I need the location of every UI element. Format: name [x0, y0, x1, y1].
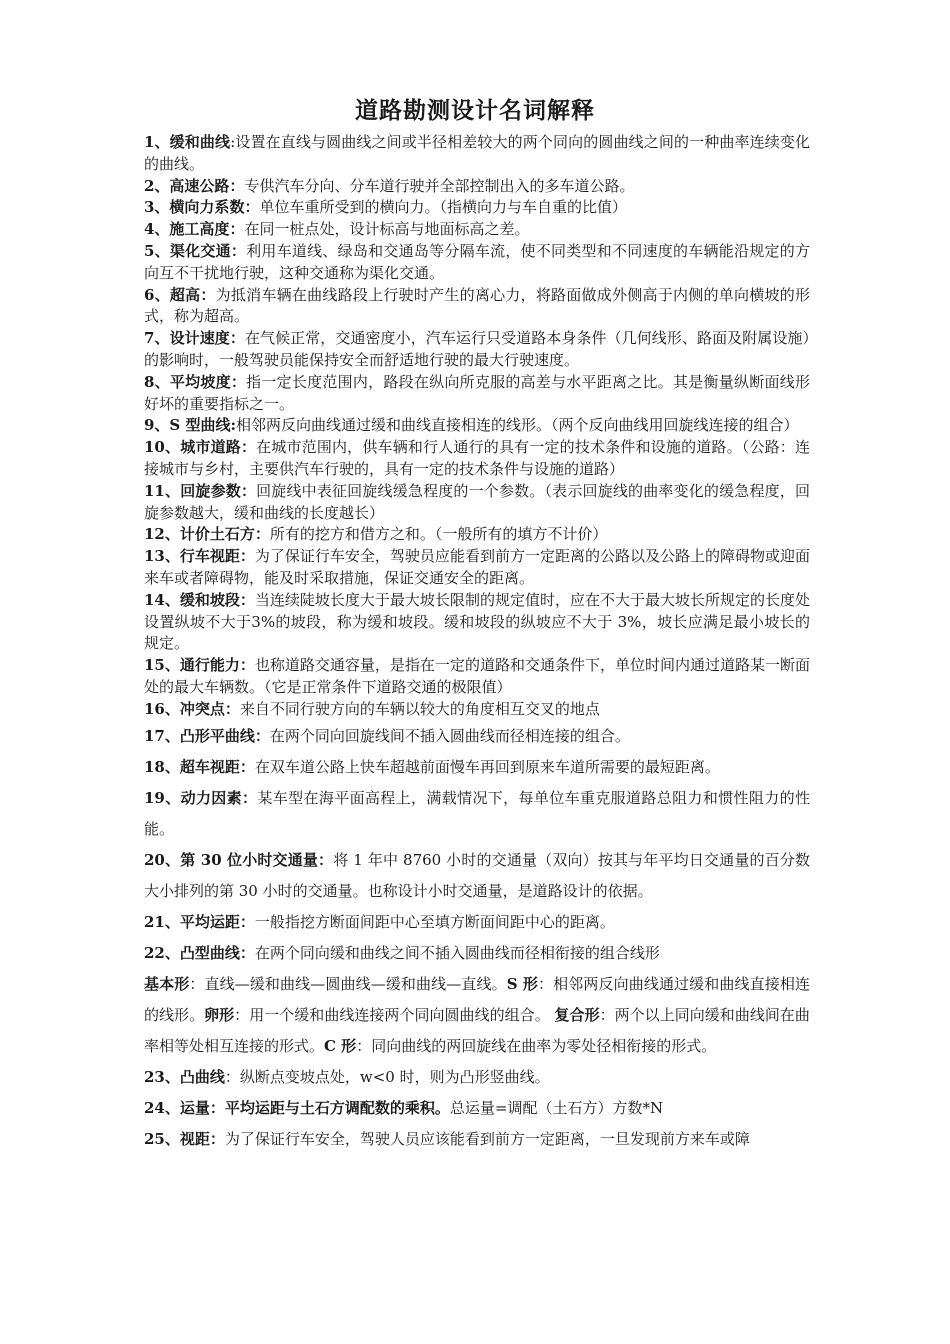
definition: 在两个同向回旋线间不插入圆曲线而径相连接的组合。 [269, 726, 630, 745]
list-item: 3、横向力系数：单位车重所受到的横向力。（指横向力与车自重的比值） [144, 198, 627, 217]
term: 15、通行能力 [144, 656, 240, 675]
list-item: 16、冲突点：来自不同行驶方向的车辆以较大的角度相互交叉的地点 [144, 699, 600, 718]
list-item: 13、行车视距：为了保证行车安全，驾驶员应能看到前方一定距离的公路以及公路上的障碍物或迎面来车或者障碍物，能及时采取措施，保证交通安全的距离。 [144, 547, 810, 587]
term: 12、计价土石方 [144, 525, 255, 544]
term: 4、施工高度 [144, 220, 230, 239]
term: 7、设计速度 [144, 329, 230, 348]
term: 21、平均运距 [144, 912, 240, 931]
term: 6、超高 [144, 285, 201, 304]
definition: 为了保证行车安全，驾驶人员应该能看到前方一定距离，一旦发现前方来车或障 [224, 1129, 750, 1148]
list-item: 10、城市道路：在城市范围内，供车辆和行人通行的具有一定的技术条件和设施的道路。（公路：连接城市与乡村，主要供汽车行驶的，具有一定的技术条件与设施的道路） [144, 438, 810, 478]
definition: 所有的挖方和借方之和。（一般所有的填方不计价） [269, 525, 608, 544]
list-item: 21、平均运距：一般指挖方断面间距中心至填方断面间距中心的距离。 [144, 912, 615, 931]
definition: 设置在直线与圆曲线之间或半径相差较大的两个同向的圆曲线之间的一种曲率连续变化的曲线。 [144, 133, 810, 173]
list-item: 15、通行能力：也称道路交通容量，是指在一定的道路和交通条件下，单位时间内通过道路某一断面处的最大车辆数。（它是正常条件下道路交通的极限值） [144, 656, 810, 696]
list-item: 14、缓和坡段：当连续陡坡长度大于最大坡长限制的规定值时，应在不大于最大坡长所规定的长度处设置纵坡不大于3%的坡段，称为缓和坡段。缓和坡段的纵坡应不大于 3%，坡长应满足最小坡长的规定。 [144, 590, 810, 653]
term: 23、凸曲线 [144, 1067, 225, 1086]
list-item: 20、第 30 位小时交通量：将 1 年中 8760 小时的交通量（双向）按其与年平均日交通量的百分数大小排列的第 30 小时的交通量。也称设计小时交通量，是道路设计的依据。 [144, 850, 810, 900]
definition: 利用车道线、绿岛和交通岛等分隔车流，使不同类型和不同速度的车辆能沿规定的方向互不干扰地行驶，这种交通称为渠化交通。 [144, 241, 810, 282]
term: 14、缓和坡段 [144, 590, 240, 609]
curve-shapes-paragraph: 基本形：直线—缓和曲线—圆曲线—缓和曲线—直线。S 形：相邻两反向曲线通过缓和曲线直接相连的线形。卵形：用一个缓和曲线连接两个同向圆曲线的组合。 复合形：两个以上同向缓和曲线间在曲率相等处相互连接的形式。C 形：同向曲线的两回旋线在曲率为零处径相衔接的形式。 [144, 974, 810, 1055]
page-title: 道路勘测设计名词解释 [355, 97, 595, 124]
definition: ：纵断点变坡点处，w<0 时，则为凸形竖曲线。 [224, 1067, 550, 1086]
list-item: 11、回旋参数：回旋线中表征回旋线缓急程度的一个参数。（表示回旋线的曲率变化的缓急程度，回旋参数越大，缓和曲线的长度越长） [144, 481, 810, 522]
definition: 总运量=调配（土石方）方数*N [449, 1098, 664, 1117]
list-item: 1、缓和曲线:设置在直线与圆曲线之间或半径相差较大的两个同向的圆曲线之间的一种曲率连续变化的曲线。 [144, 133, 810, 173]
list-item: 4、施工高度：在同一桩点处，设计标高与地面标高之差。 [144, 220, 530, 239]
list-item: 5、渠化交通：利用车道线、绿岛和交通岛等分隔车流，使不同类型和不同速度的车辆能沿规定的方向互不干扰地行驶，这种交通称为渠化交通。 [144, 241, 810, 282]
definition: 为抵消车辆在曲线路段上行驶时产生的离心力，将路面做成外侧高于内侧的单向横坡的形式，称为超高。 [144, 285, 810, 326]
term: 10、城市道路 [144, 438, 241, 457]
term: 9、S 型曲线 [144, 416, 231, 435]
term: 24、运量 [144, 1098, 210, 1117]
term: 1、缓和曲线 [144, 133, 231, 151]
term: 18、超车视距 [144, 757, 240, 776]
term: 19、动力因素 [144, 788, 243, 807]
definition: 单位车重所受到的横向力。（指横向力与车自重的比值） [259, 198, 627, 217]
term: 11、回旋参数 [144, 481, 241, 500]
term: 3、横向力系数 [144, 198, 245, 217]
list-item: 22、凸型曲线：在两个同向缓和曲线之间不插入圆曲线而径相衔接的组合线形 [144, 943, 660, 962]
definition: 某车型在海平面高程上，满载情况下，每单位车重克服道路总阻力和惯性阻力的性能。 [144, 788, 810, 838]
definition: 指一定长度范围内，路段在纵向所克服的高差与水平距离之比。其是衡量纵断面线形好坏的重要指标之一。 [144, 372, 810, 413]
list-item: 7、设计速度：在气候正常，交通密度小，汽车运行只受道路本身条件（几何线形、路面及附属设施）的影响时，一般驾驶员能保持安全而舒适地行驶的最大行驶速度。 [144, 329, 810, 369]
list-item: 12、计价土石方：所有的挖方和借方之和。（一般所有的填方不计价） [144, 525, 608, 544]
list-item: 24、运量：平均运距与土石方调配数的乘积。总运量=调配（土石方）方数*N [144, 1098, 664, 1117]
term: 22、凸型曲线 [144, 943, 240, 962]
term: 8、平均坡度 [144, 372, 231, 391]
definition: 来自不同行驶方向的车辆以较大的角度相互交叉的地点 [239, 699, 600, 718]
definition: 将 1 年中 8760 小时的交通量（双向）按其与年平均日交通量的百分数大小排列的第 30 小时的交通量。也称设计小时交通量，是道路设计的依据。 [144, 850, 810, 900]
definition: 专供汽车分向、分车道行驶并全部控制出入的多车道公路。 [244, 176, 635, 195]
list-item [144, 1062, 810, 1093]
definition: 在气候正常，交通密度小，汽车运行只受道路本身条件（几何线形、路面及附属设施）的影响时，一般驾驶员能保持安全而舒适地行驶的最大行驶速度。 [144, 329, 810, 369]
definition: 也称道路交通容量，是指在一定的道路和交通条件下，单位时间内通过道路某一断面处的最大车辆数。（它是正常条件下道路交通的极限值） [144, 656, 810, 696]
definition: 在城市范围内，供车辆和行人通行的具有一定的技术条件和设施的道路。（公路：连接城市与乡村，主要供汽车行驶的，具有一定的技术条件与设施的道路） [144, 438, 810, 478]
definition: 在双车道公路上快车超越前面慢车再回到原来车道所需要的最短距离。 [254, 757, 720, 776]
list-item: 9、S 型曲线:相邻两反向曲线通过缓和曲线直接相连的线形。（两个反向曲线用回旋线连接的组合） [144, 416, 799, 435]
glossary-list [144, 132, 810, 1155]
definition: 回旋线中表征回旋线缓急程度的一个参数。（表示回旋线的曲率变化的缓急程度，回旋参数越大，缓和曲线的长度越长） [144, 481, 810, 522]
term: 20、第 30 位小时交通量 [144, 850, 319, 869]
term: 16、冲突点 [144, 699, 225, 718]
term: 13、行车视距 [144, 547, 240, 566]
definition: 在两个同向缓和曲线之间不插入圆曲线而径相衔接的组合线形 [254, 943, 660, 962]
definition: 当连续陡坡长度大于最大坡长限制的规定值时，应在不大于最大坡长所规定的长度处设置纵坡不大于3%的坡段，称为缓和坡段。缓和坡段的纵坡应不大于 3%，坡长应满足最小坡长的规定。 [144, 590, 810, 653]
list-item: 6、超高：为抵消车辆在曲线路段上行驶时产生的离心力，将路面做成外侧高于内侧的单向横坡的形式，称为超高。 [144, 285, 810, 326]
definition: 为了保证行车安全，驾驶员应能看到前方一定距离的公路以及公路上的障碍物或迎面来车或者障碍物，能及时采取措施，保证交通安全的距离。 [144, 547, 810, 587]
term: 5、渠化交通 [144, 241, 231, 260]
list-item: 2、高速公路：专供汽车分向、分车道行驶并全部控制出入的多车道公路。 [144, 176, 635, 195]
list-item: 8、平均坡度：指一定长度范围内，路段在纵向所克服的高差与水平距离之比。其是衡量纵断面线形好坏的重要指标之一。 [144, 372, 810, 413]
definition: 相邻两反向曲线通过缓和曲线直接相连的线形。（两个反向曲线用回旋线连接的组合） [236, 416, 799, 435]
term: 2、高速公路 [144, 176, 230, 195]
definition: 一般指挖方断面间距中心至填方断面间距中心的距离。 [254, 912, 615, 931]
term: 17、凸形平曲线 [144, 726, 255, 745]
list-item: 18、超车视距：在双车道公路上快车超越前面慢车再回到原来车道所需要的最短距离。 [144, 757, 720, 776]
list-item: 17、凸形平曲线：在两个同向回旋线间不插入圆曲线而径相连接的组合。 [144, 726, 630, 745]
definition: 在同一桩点处，设计标高与地面标高之差。 [244, 220, 530, 239]
list-item: 19、动力因素：某车型在海平面高程上，满载情况下，每单位车重克服道路总阻力和惯性阻力的性能。 [144, 788, 810, 838]
term: 25、视距 [144, 1129, 210, 1148]
list-item: 25、视距：为了保证行车安全，驾驶人员应该能看到前方一定距离，一旦发现前方来车或障 [144, 1129, 750, 1148]
